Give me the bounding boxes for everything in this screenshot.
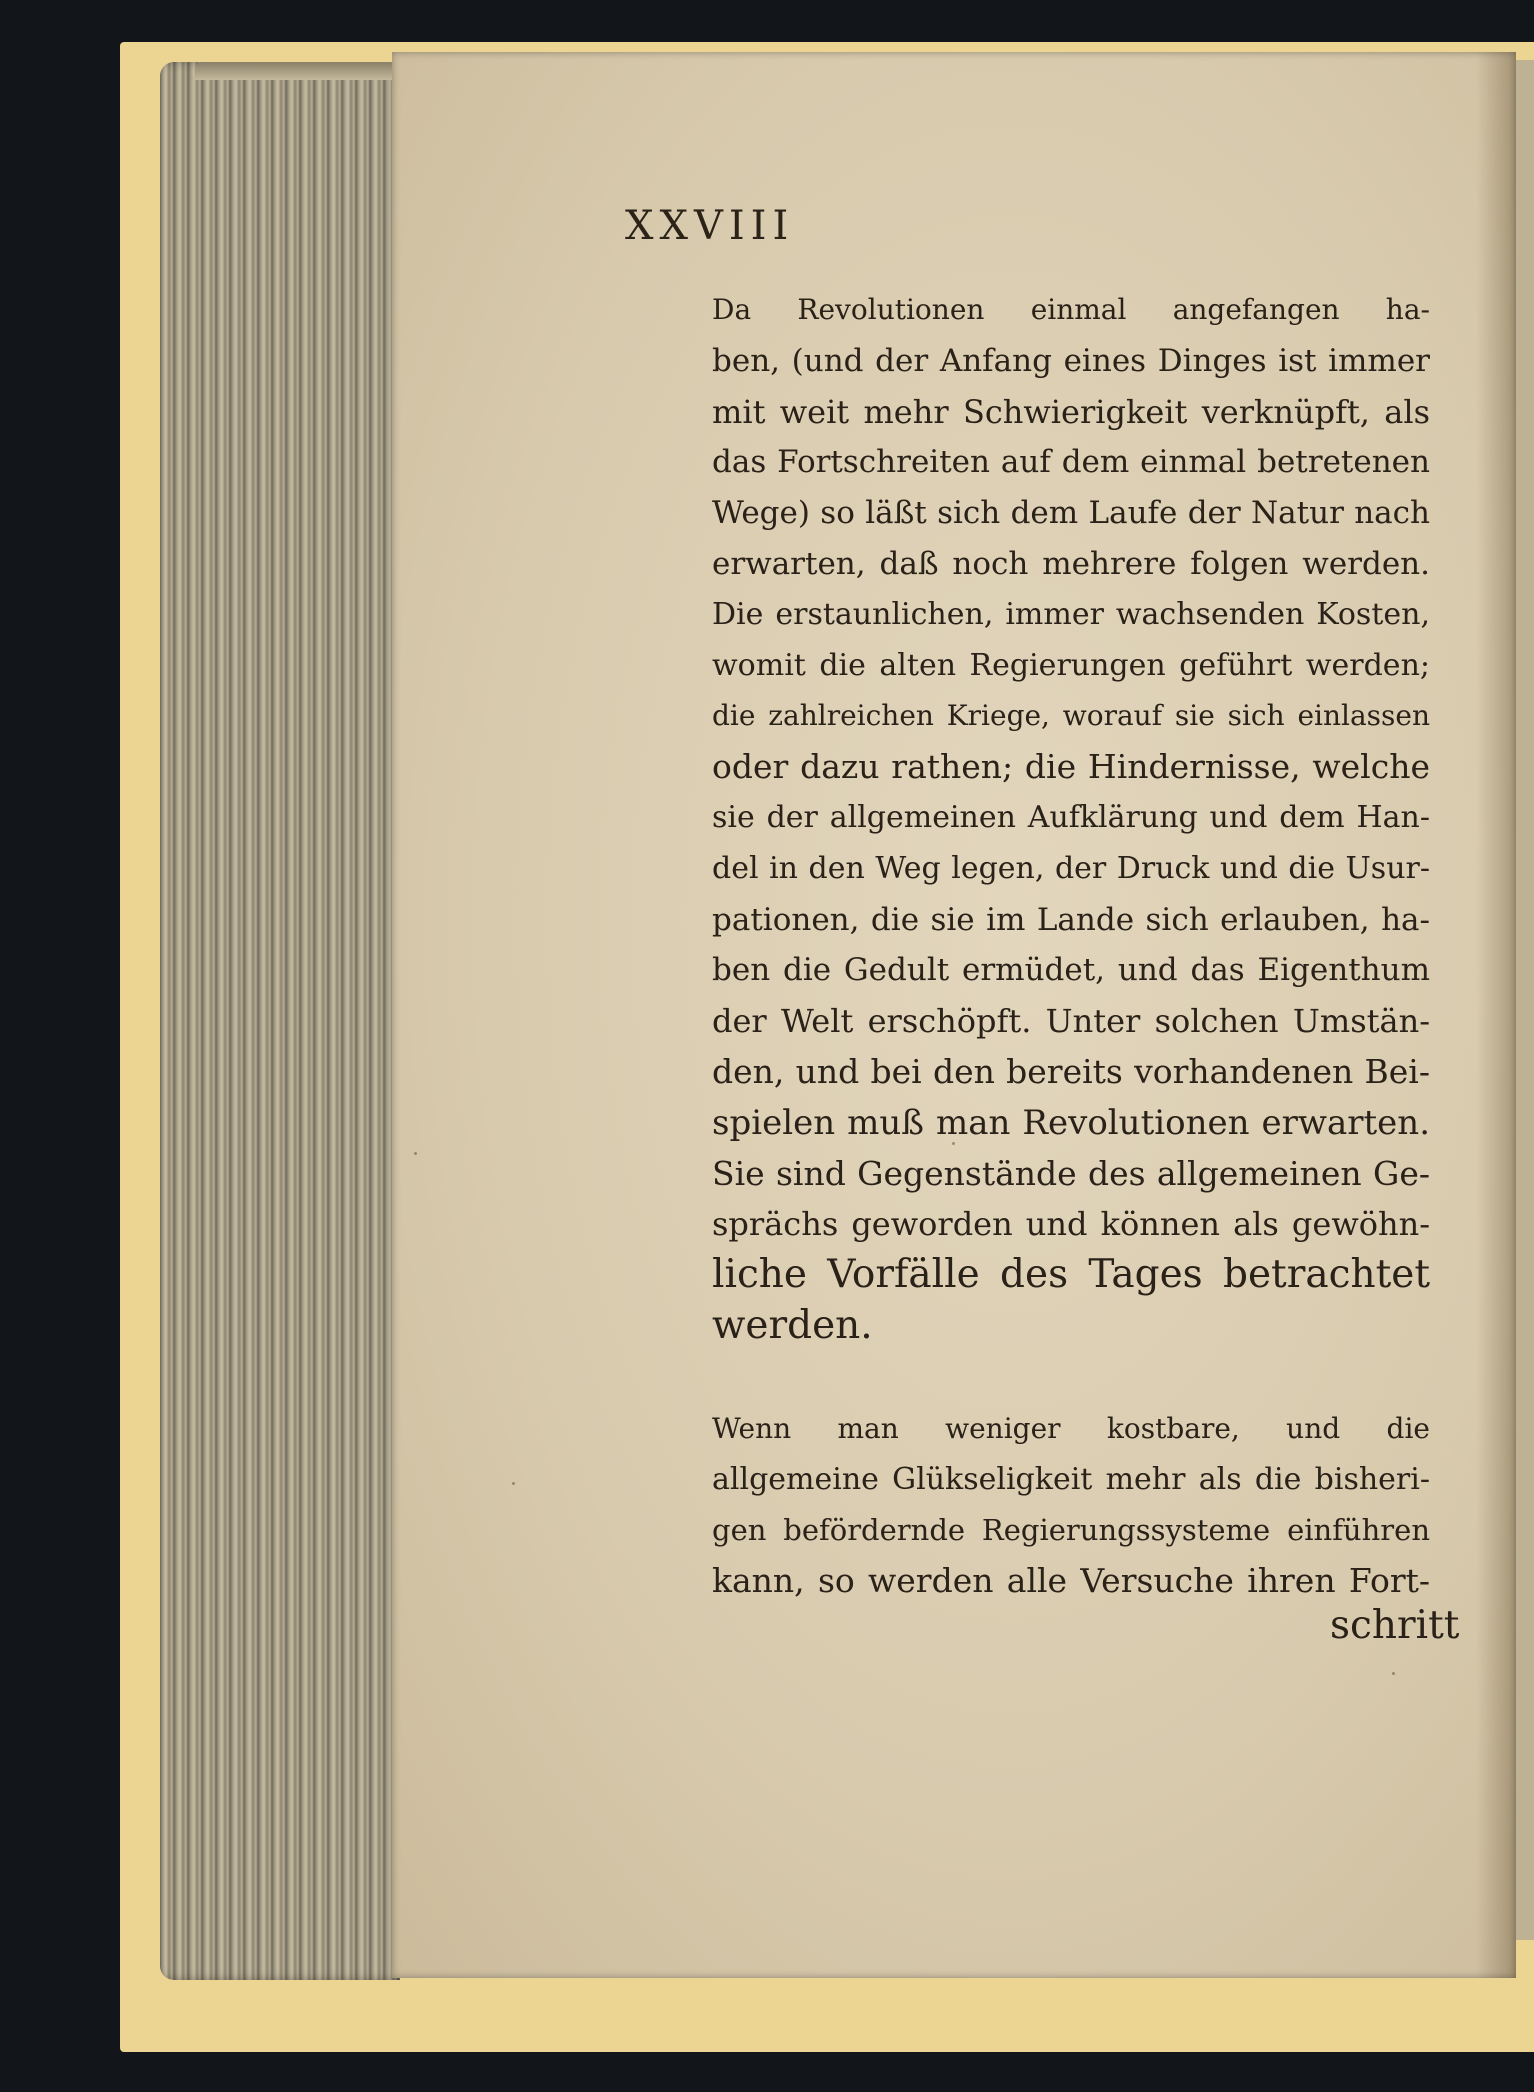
paper-speck — [414, 1152, 417, 1155]
text-line: das Fortschreiten auf dem einmal betretenen — [712, 444, 1430, 481]
facing-page-edge — [1516, 60, 1534, 1940]
text-line: Wenn man weniger kostbare, und die — [712, 1411, 1430, 1445]
text-line: liche Vorfälle des Tages betrachtet — [712, 1252, 1430, 1298]
text-line: del in den Weg legen, der Druck und die Usur- — [712, 850, 1430, 886]
paragraph-1 — [622, 285, 1430, 1352]
text-line: Wege) so läßt sich dem Laufe der Natur nach — [712, 495, 1430, 532]
text-line: werden. — [712, 1302, 873, 1348]
paragraph-2 — [622, 1404, 1430, 1607]
text-line: Da Revolutionen einmal angefangen ha- — [712, 293, 1430, 326]
paper-speck — [512, 1482, 515, 1485]
text-line: gen befördernde Regierungssysteme einführen — [712, 1513, 1430, 1548]
text-line: oder dazu rathen; die Hindernisse, welche — [712, 747, 1430, 787]
page-gutter-shadow — [1476, 52, 1516, 1978]
body-text — [622, 285, 1430, 1607]
text-line: ben, (und der Anfang eines Dinges ist immer — [712, 342, 1430, 379]
text-line: Die erstaunlichen, immer wachsenden Kosten, — [712, 596, 1430, 632]
text-line: die zahlreichen Kriege, worauf sie sich einlassen — [712, 699, 1430, 733]
text-line: erwarten, daß noch mehrere folgen werden. — [712, 545, 1430, 582]
catchword: schritt — [1330, 1603, 1460, 1648]
text-line: ben die Gedult ermüdet, und das Eigenthum — [712, 952, 1430, 989]
text-line: sie der allgemeinen Aufklärung und dem Han- — [712, 799, 1430, 835]
text-line: sprächs geworden und können als gewöhn- — [712, 1205, 1430, 1244]
page-edges-top — [195, 62, 395, 80]
text-line: allgemeine Glükseligkeit mehr als die bisheri- — [712, 1461, 1430, 1497]
text-line: den, und bei den bereits vorhandenen Bei- — [712, 1051, 1430, 1091]
page-number: XXVIII — [625, 203, 795, 249]
text-line: pationen, die sie im Lande sich erlauben, ha- — [712, 901, 1430, 938]
text-line: spielen muß man Revolutionen erwarten. — [712, 1102, 1430, 1143]
text-line: womit die alten Regierungen geführt werden; — [712, 647, 1430, 683]
text-line: Sie sind Gegenstände des allgemeinen Ge- — [712, 1153, 1430, 1193]
page-edges — [160, 62, 400, 1980]
text-line: kann, so werden alle Versuche ihren Fort- — [712, 1561, 1430, 1601]
text-line: der Welt erschöpft. Unter solchen Umstän- — [712, 1002, 1430, 1041]
text-line: mit weit mehr Schwierigkeit verknüpft, als — [712, 392, 1430, 431]
paper-speck — [1392, 1672, 1395, 1675]
